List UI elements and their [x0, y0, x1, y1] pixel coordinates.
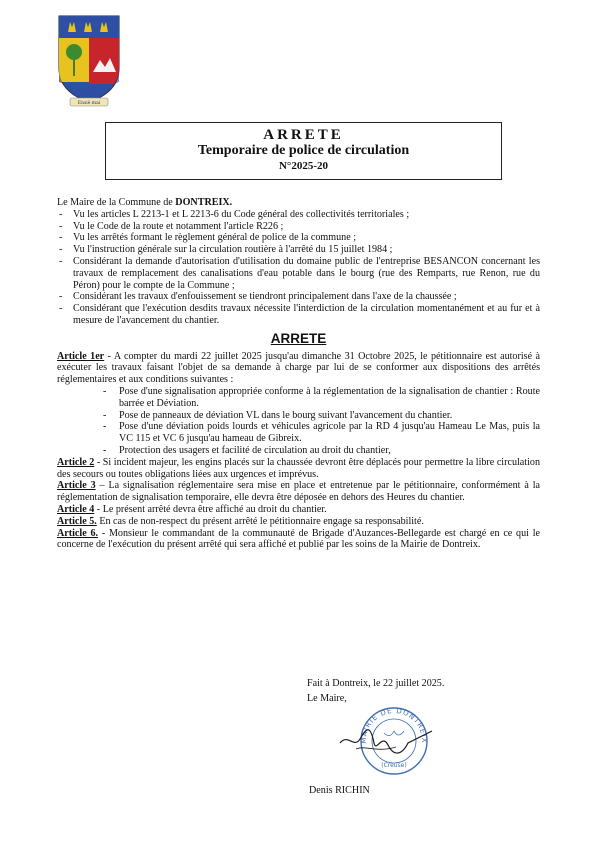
article-text: - Monsieur le commandant de la communauté de Brigade d'Auzances-Bellegarde est chargé en ce qui le concerne de l'exécution du présent arrêté qui sera affiché et publié par les soins de la Mairie de Dontreix.	[57, 527, 540, 551]
article-1-conditions	[103, 386, 540, 457]
article-4	[57, 504, 540, 516]
article-6	[57, 528, 540, 552]
intro-prefix: Le Maire de la Commune de	[57, 197, 176, 208]
article-5	[57, 516, 540, 528]
considerants-list	[57, 209, 540, 327]
document-body	[57, 197, 540, 551]
considerant-item: - Considérant les travaux d'enfouissement se tiendront principalement dans l'axe de la chaussée ;	[57, 291, 540, 303]
considerant-item: - Vu les arrêtés formant le règlement général de police de la commune ;	[57, 232, 540, 244]
document-number: N°2025-20	[278, 160, 328, 172]
svg-text:Ensiè mai: Ensiè mai	[77, 101, 101, 106]
article-label: Article 2	[57, 456, 95, 468]
mairie-stamp-and-signature	[336, 703, 436, 785]
title-box	[105, 122, 502, 180]
commune-coat-of-arms	[56, 12, 122, 108]
document-title: ARRETE	[263, 127, 344, 143]
article-text: - Le présent arrêté devra être affiché au droit du chantier.	[94, 503, 327, 515]
place-date: Fait à Dontreix, le 22 juillet 2025.	[307, 678, 445, 689]
considerant-item: - Vu l'instruction générale sur la circulation routière à l'arrêté du 15 juillet 1984 ;	[57, 244, 540, 256]
considerant-item: - Vu les articles L 2213-1 et L 2213-6 du Code général des collectivités territoriales ;	[57, 209, 540, 221]
article-label: Article 1er	[57, 350, 105, 362]
condition-item: - Pose de panneaux de déviation VL dans le bourg suivant l'avancement du chantier.	[103, 410, 540, 422]
article-1	[57, 351, 540, 386]
condition-item: - Protection des usagers et facilité de circulation au droit du chantier,	[103, 445, 540, 457]
condition-item: - Pose d'une signalisation appropriée conforme à la réglementation de la signalisation de chantier : Route barrée et Déviation.	[103, 386, 540, 410]
article-label: Article 3	[57, 480, 96, 492]
svg-text:MAIRIE DE DONTREIX: MAIRIE DE DONTREIX	[359, 706, 429, 744]
document-subtitle: Temporaire de police de circulation	[197, 143, 410, 158]
article-text: - Si incident majeur, les engins placés sur la chaussée devront être déplacés pour permettre la libre circulation des secours ou toutes obligations liées aux urgences et imprévus.	[57, 456, 540, 480]
condition-item: - Pose d'une déviation poids lourds et véhicules agricole par la RD 4 jusqu'au Hameau Le Mas, puis la VC 115 et VC 6 jusqu'au hameau de Gibreix.	[103, 421, 540, 445]
considerant-item: - Considérant que l'exécution desdits travaux nécessite l'interdiction de la circulation momentanément et au fur et à mesure de l'avancement du chantier.	[57, 303, 540, 327]
signer-name: Denis RICHIN	[309, 785, 370, 796]
article-3	[57, 480, 540, 504]
article-text: En cas de non-respect du présent arrêté le pétitionnaire engage sa responsabilité.	[96, 515, 424, 527]
article-label: Article 4	[57, 503, 95, 515]
considerant-item: - Vu le Code de la route et notamment l'article R226 ;	[57, 221, 540, 233]
commune-name: DONTREIX.	[175, 197, 233, 208]
svg-text:(Creuse): (Creuse)	[381, 762, 407, 769]
article-text: – La signalisation réglementaire sera mise en place et entretenue par le pétitionnaire, conformément à la réglementation de signalisation temporaire, elle devra être déposée en dehors des Heures du chantier.	[57, 480, 540, 504]
signer-role: Le Maire,	[307, 693, 347, 704]
signature-block	[307, 676, 444, 706]
article-text: - A compter du mardi 22 juillet 2025 jusqu'au dimanche 31 Octobre 2025, le pétitionnaire est autorisé à exécuter les travaux faisant l'objet de sa demande à charge par lui de se conformer aux dispositions des arrêtés réglementaires et aux conditions suivantes :	[57, 350, 540, 386]
arrete-heading: ARRETE	[270, 330, 327, 346]
article-2	[57, 457, 540, 481]
considerant-item: - Considérant la demande d'autorisation d'utilisation du domaine public de l'entreprise BESANCON concernant les travaux de remplacement des canalisations d'eau potable dans le bourg (rue des Remparts, rue Renon, rue du Péron) pour le compte de la Commune ;	[57, 256, 540, 291]
article-label: Article 5.	[57, 515, 97, 527]
article-label: Article 6.	[57, 527, 99, 539]
intro-line	[57, 197, 540, 209]
